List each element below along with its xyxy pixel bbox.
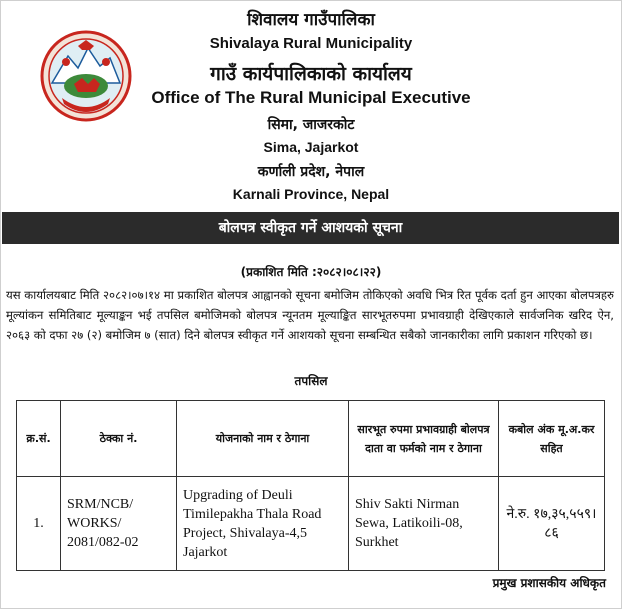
address-np: सिमा, जाजरकोट bbox=[267, 117, 355, 133]
office-name-en: Office of The Rural Municipal Executive bbox=[151, 88, 471, 107]
bid-table bbox=[16, 400, 605, 571]
notice-title-bar: बोलपत्र स्वीकृत गर्ने आशयको सूचना bbox=[2, 212, 619, 244]
cell-sn: 1. bbox=[17, 477, 61, 571]
province-np: कर्णाली प्रदेश, नेपाल bbox=[257, 164, 365, 180]
col-header-contract: ठेक्का नं. bbox=[61, 401, 177, 477]
table-header-row bbox=[17, 401, 605, 477]
address-en: Sima, Jajarkot bbox=[263, 139, 359, 155]
table-row bbox=[17, 477, 605, 571]
published-date: (प्रकाशित मिति :२०८२।०८।२२) bbox=[240, 265, 382, 279]
municipality-name-np: शिवालय गाउँपालिका bbox=[247, 10, 375, 30]
col-header-project: योजनाको नाम र ठेगाना bbox=[177, 401, 349, 477]
signature-title: प्रमुख प्रशासकीय अधिकृत bbox=[492, 576, 606, 590]
office-name-np: गाउँ कार्यपालिकाको कार्यालय bbox=[210, 63, 412, 85]
cell-contract-no: SRM/NCB/ WORKS/ 2081/082-02 bbox=[61, 477, 177, 571]
cell-bidder: Shiv Sakti Nirman Sewa, Latikoili-08, Surkhet bbox=[349, 477, 499, 571]
cell-project: Upgrading of Deuli Timilepakha Thala Road Project, Shivalaya-4,5 Jajarkot bbox=[177, 477, 349, 571]
col-header-sn: क्र.सं. bbox=[17, 401, 61, 477]
province-en: Karnali Province, Nepal bbox=[232, 186, 390, 202]
col-header-amount: कबोल अंक मू.अ.कर सहित bbox=[499, 401, 605, 477]
notice-body: यस कार्यालयबाट मिति २०८२।०७।१४ मा प्रकाशित बोलपत्र आह्वानको सूचना बमोजिम तोकिएको अवधि भित्र रित पूर्वक दर्ता हुन आएका बोलपत्रहरु मूल्यांकन समितिबाट मूल्याङ्कन भई तपसिल बमोजिमको बोलपत्र न्यूनतम मूल्याङ्कित सारभूतरुपमा प्रभावग्राही देखिएकाले सार्वजनिक खरिद ऐन, २०६३ को दफा २७ (२) बमोजिम ७ (सात) दिने बोलपत्र स्वीकृत गर्ने आशयको सूचना सम्बन्धित सबैको जानकारीका लागि प्रकाशन गरिएको छ। bbox=[6, 288, 614, 342]
cell-amount: ने.रु. १७,३५,५५९।८६ bbox=[499, 477, 605, 571]
details-label: तपसिल bbox=[294, 374, 328, 388]
col-header-bidder: सारभूत रुपमा प्रभावग्राही बोलपत्र दाता वा फर्मको नाम र ठेगाना bbox=[349, 401, 499, 477]
municipality-name-en: Shivalaya Rural Municipality bbox=[209, 35, 413, 52]
